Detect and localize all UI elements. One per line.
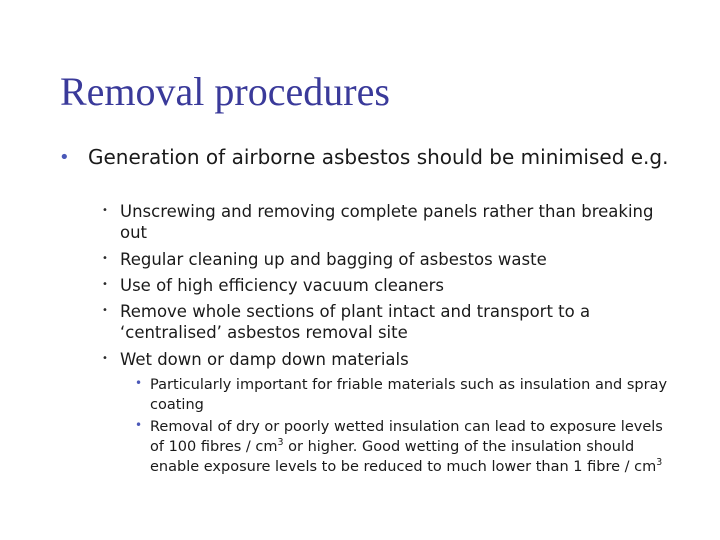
exposure-text-part2: or higher. Good wetting of the insulation should enable exposure levels to be reduced to much lower than 1 fibre / cm (150, 439, 657, 475)
bullet-marker: • (59, 147, 70, 168)
sub-bullet-marker: • (102, 253, 108, 264)
subsub-bullet-marker: • (135, 418, 143, 432)
sub-bullet-marker: • (102, 279, 108, 290)
sub-item-cleaning: Regular cleaning up and bagging of asbestos waste (120, 250, 547, 269)
subsub-item-friable: Particularly important for friable materials such as insulation and spray coating (150, 377, 668, 413)
sub-bullet-marker: • (102, 353, 108, 364)
superscript-3: 3 (277, 437, 284, 449)
sub-bullet-marker: • (102, 305, 108, 316)
superscript-3: 3 (656, 457, 663, 469)
sub-item-sections: Remove whole sections of plant intact and transport to a ‘centralised’ asbestos removal site (120, 302, 591, 342)
subsub-bullet-marker: • (135, 376, 143, 390)
sub-item-wet-down: Wet down or damp down materials (120, 350, 409, 369)
main-bullet-text: Generation of airborne asbestos should be minimised e.g. (88, 145, 669, 169)
sub-bullet-marker: • (102, 205, 108, 216)
slide-title: Removal procedures (60, 69, 390, 114)
sub-item-vacuum: Use of high efficiency vacuum cleaners (120, 276, 444, 295)
sub-item-panels: Unscrewing and removing complete panels rather than breaking out (120, 202, 654, 242)
exposure-text-part1: Removal of dry or poorly wetted insulation can lead to exposure levels of 100 fibres / cm (150, 419, 663, 455)
subsub-item-exposure (150, 417, 670, 477)
